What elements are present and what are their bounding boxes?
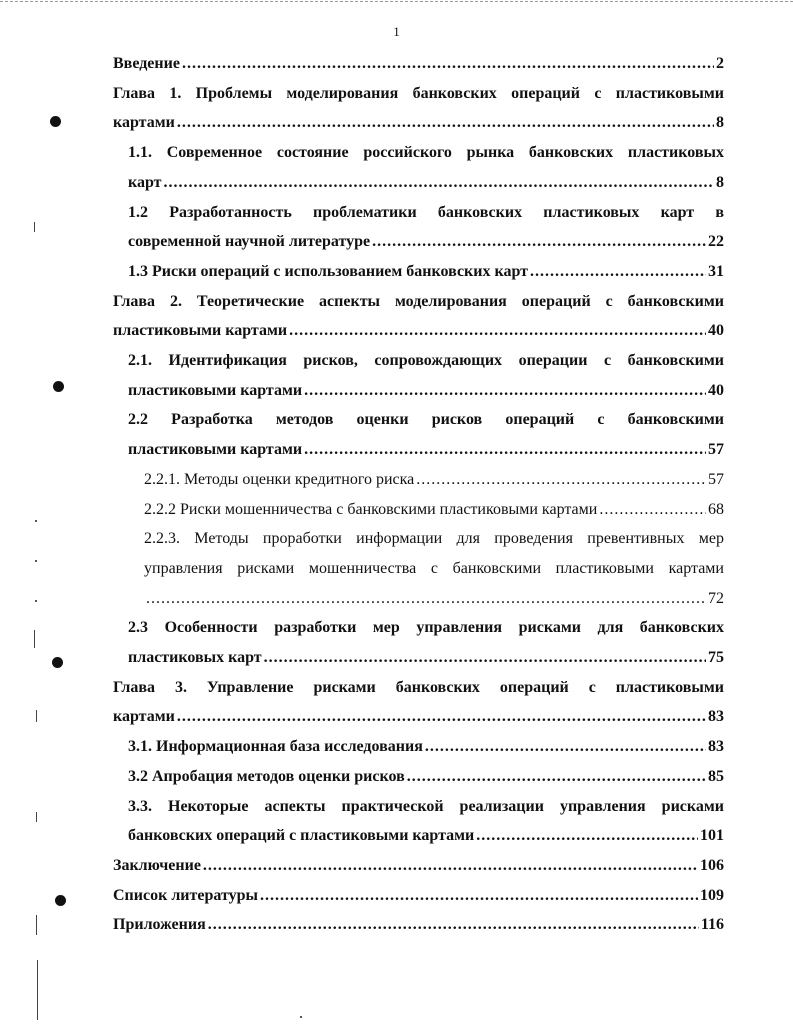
toc-entry-text-line: 2.1. Идентификация рисков, сопровождающих операции с банковскими — [128, 352, 724, 369]
toc-entry-title: пластиковыми картами — [113, 322, 288, 340]
toc-page-number: 22 — [708, 233, 724, 251]
toc-entry-title: 3.2 Апробация методов оценки рисков — [128, 767, 405, 785]
toc-entry-text-line: Глава 2. Теоретические аспекты моделирования операций с банковскими — [113, 292, 724, 310]
toc-entry-last-line — [128, 168, 724, 198]
toc-page-number: 8 — [716, 114, 724, 132]
toc-entry-last-line — [113, 851, 724, 881]
toc-entry-last-line — [128, 643, 724, 673]
toc-entry-text-line: Глава 1. Проблемы моделирования банковских операций с пластиковыми — [113, 84, 724, 102]
dot-leader — [182, 49, 714, 79]
toc-entry-title: карт — [128, 173, 162, 191]
dot-leader — [289, 316, 706, 346]
toc-entry-title: картами — [113, 708, 175, 726]
toc-page-number: 40 — [708, 381, 724, 399]
toc-entry-title: картами — [113, 114, 175, 132]
toc-page-number: 2 — [716, 55, 724, 72]
toc-entry-text-line: 2.2 Разработка методов оценки рисков операций с банковскими — [128, 411, 724, 429]
punch-hole-mark — [50, 116, 61, 127]
scan-edge-mark — [34, 222, 35, 232]
toc-entry-last-line — [144, 465, 724, 495]
toc-page-number: 109 — [700, 886, 724, 904]
toc-entry-last-line — [113, 316, 724, 346]
dot-leader — [416, 465, 706, 495]
dot-leader — [164, 168, 714, 198]
toc-entry-title: 2.2.2 Риски мошенничества с банковскими пластиковыми картами — [144, 500, 598, 518]
toc-entry-title: современной научной литературе — [128, 233, 371, 251]
toc-entry-last-line — [113, 108, 724, 138]
toc-page-number: 116 — [700, 916, 724, 934]
toc-entry-last-line — [128, 227, 724, 257]
scan-edge-mark — [34, 630, 35, 648]
page-number: 1 — [393, 24, 400, 39]
dot-leader — [425, 732, 706, 762]
toc-entry-last-line — [128, 821, 724, 851]
toc-entry-text-line: 1.2 Разработанность проблематики банковских пластиковых карт в — [128, 203, 724, 221]
dot-leader — [260, 881, 698, 911]
toc-entry-title: 2.2.1. Методы оценки кредитного риска — [144, 470, 415, 488]
toc-entry-title: Введение — [113, 55, 180, 72]
dot-leader — [264, 643, 706, 673]
toc-entry-text-line: 2.3 Особенности разработки мер управления рисками для банковских — [128, 619, 724, 637]
toc-entry-title: пластиковыми картами — [128, 441, 303, 459]
toc-page-number: 68 — [708, 500, 724, 518]
toc-entry-last-line — [113, 881, 724, 911]
punch-hole-mark — [53, 381, 64, 392]
toc-entry-title: Список литературы — [113, 886, 258, 904]
toc-entry-title: 1.3 Риски операций с использованием банковских карт — [128, 262, 529, 280]
toc-entry-title: Заключение — [113, 856, 201, 874]
dot-leader — [177, 108, 714, 138]
toc-entry-last-line — [144, 584, 724, 614]
toc-entry-text-line: 2.2.3. Методы проработки информации для проведения превентивных мер — [144, 530, 724, 548]
scan-edge-mark — [36, 710, 37, 722]
scan-edge-mark — [36, 812, 37, 822]
scan-speck — [35, 520, 37, 522]
toc-entry-last-line — [128, 376, 724, 406]
dot-leader — [203, 851, 698, 881]
scan-edge-mark — [36, 915, 37, 935]
toc-entry-last-line — [128, 435, 724, 465]
dot-leader — [372, 227, 706, 257]
toc-page-number: 72 — [708, 589, 724, 607]
toc-page-number: 8 — [716, 173, 724, 191]
toc-page-number: 85 — [708, 767, 724, 785]
scan-speck — [300, 1016, 302, 1018]
toc-entry-title: 3.1. Информационная база исследования — [128, 738, 423, 756]
toc-entry-last-line — [128, 257, 724, 287]
toc-entry-text-line: 1.1. Современное состояние российского рынка банковских пластиковых — [128, 144, 724, 162]
toc-entry-title: пластиковых карт — [128, 649, 262, 666]
toc-entry-text-line: Глава 3. Управление рисками банковских операций с пластиковыми — [113, 678, 724, 696]
toc-page-number: 83 — [708, 738, 724, 756]
toc-page-number: 83 — [708, 708, 724, 726]
toc-entry-last-line — [128, 732, 724, 762]
dot-leader — [304, 376, 706, 406]
toc-page-number: 101 — [700, 827, 724, 845]
toc-entry-text-line: 3.3. Некоторые аспекты практической реализации управления рисками — [128, 797, 724, 815]
dot-leader — [208, 910, 699, 940]
dot-leader — [599, 495, 706, 525]
scan-speck — [35, 560, 37, 562]
scan-speck — [35, 600, 37, 602]
scan-top-edge — [0, 1, 793, 2]
dot-leader — [177, 702, 706, 732]
toc-entry-title: пластиковыми картами — [128, 381, 303, 399]
toc-entry-title: Приложения — [113, 916, 206, 934]
dot-leader — [530, 257, 706, 287]
toc-entry-last-line — [128, 762, 724, 792]
toc-page-number: 75 — [708, 649, 724, 666]
dot-leader — [407, 762, 706, 792]
toc-entry-title: банковских операций с пластиковыми картами — [128, 827, 475, 845]
toc-page-number: 57 — [708, 470, 724, 488]
dot-leader — [304, 435, 706, 465]
toc-page-number: 31 — [708, 262, 724, 280]
toc-entry-last-line — [144, 495, 724, 525]
toc-page-number: 40 — [708, 322, 724, 340]
punch-hole-mark — [55, 895, 66, 906]
punch-hole-mark — [52, 657, 63, 668]
toc-page-number: 57 — [708, 441, 724, 459]
toc-entry-text-line: управления рисками мошенничества с банковскими пластиковыми картами — [144, 559, 724, 577]
toc-entry-last-line — [113, 910, 724, 940]
toc-entry-last-line — [113, 702, 724, 732]
toc-entry-last-line — [113, 49, 724, 79]
toc-page-number: 106 — [700, 856, 724, 874]
dot-leader — [146, 584, 706, 614]
dot-leader — [476, 821, 698, 851]
scan-edge-mark — [37, 960, 38, 1020]
